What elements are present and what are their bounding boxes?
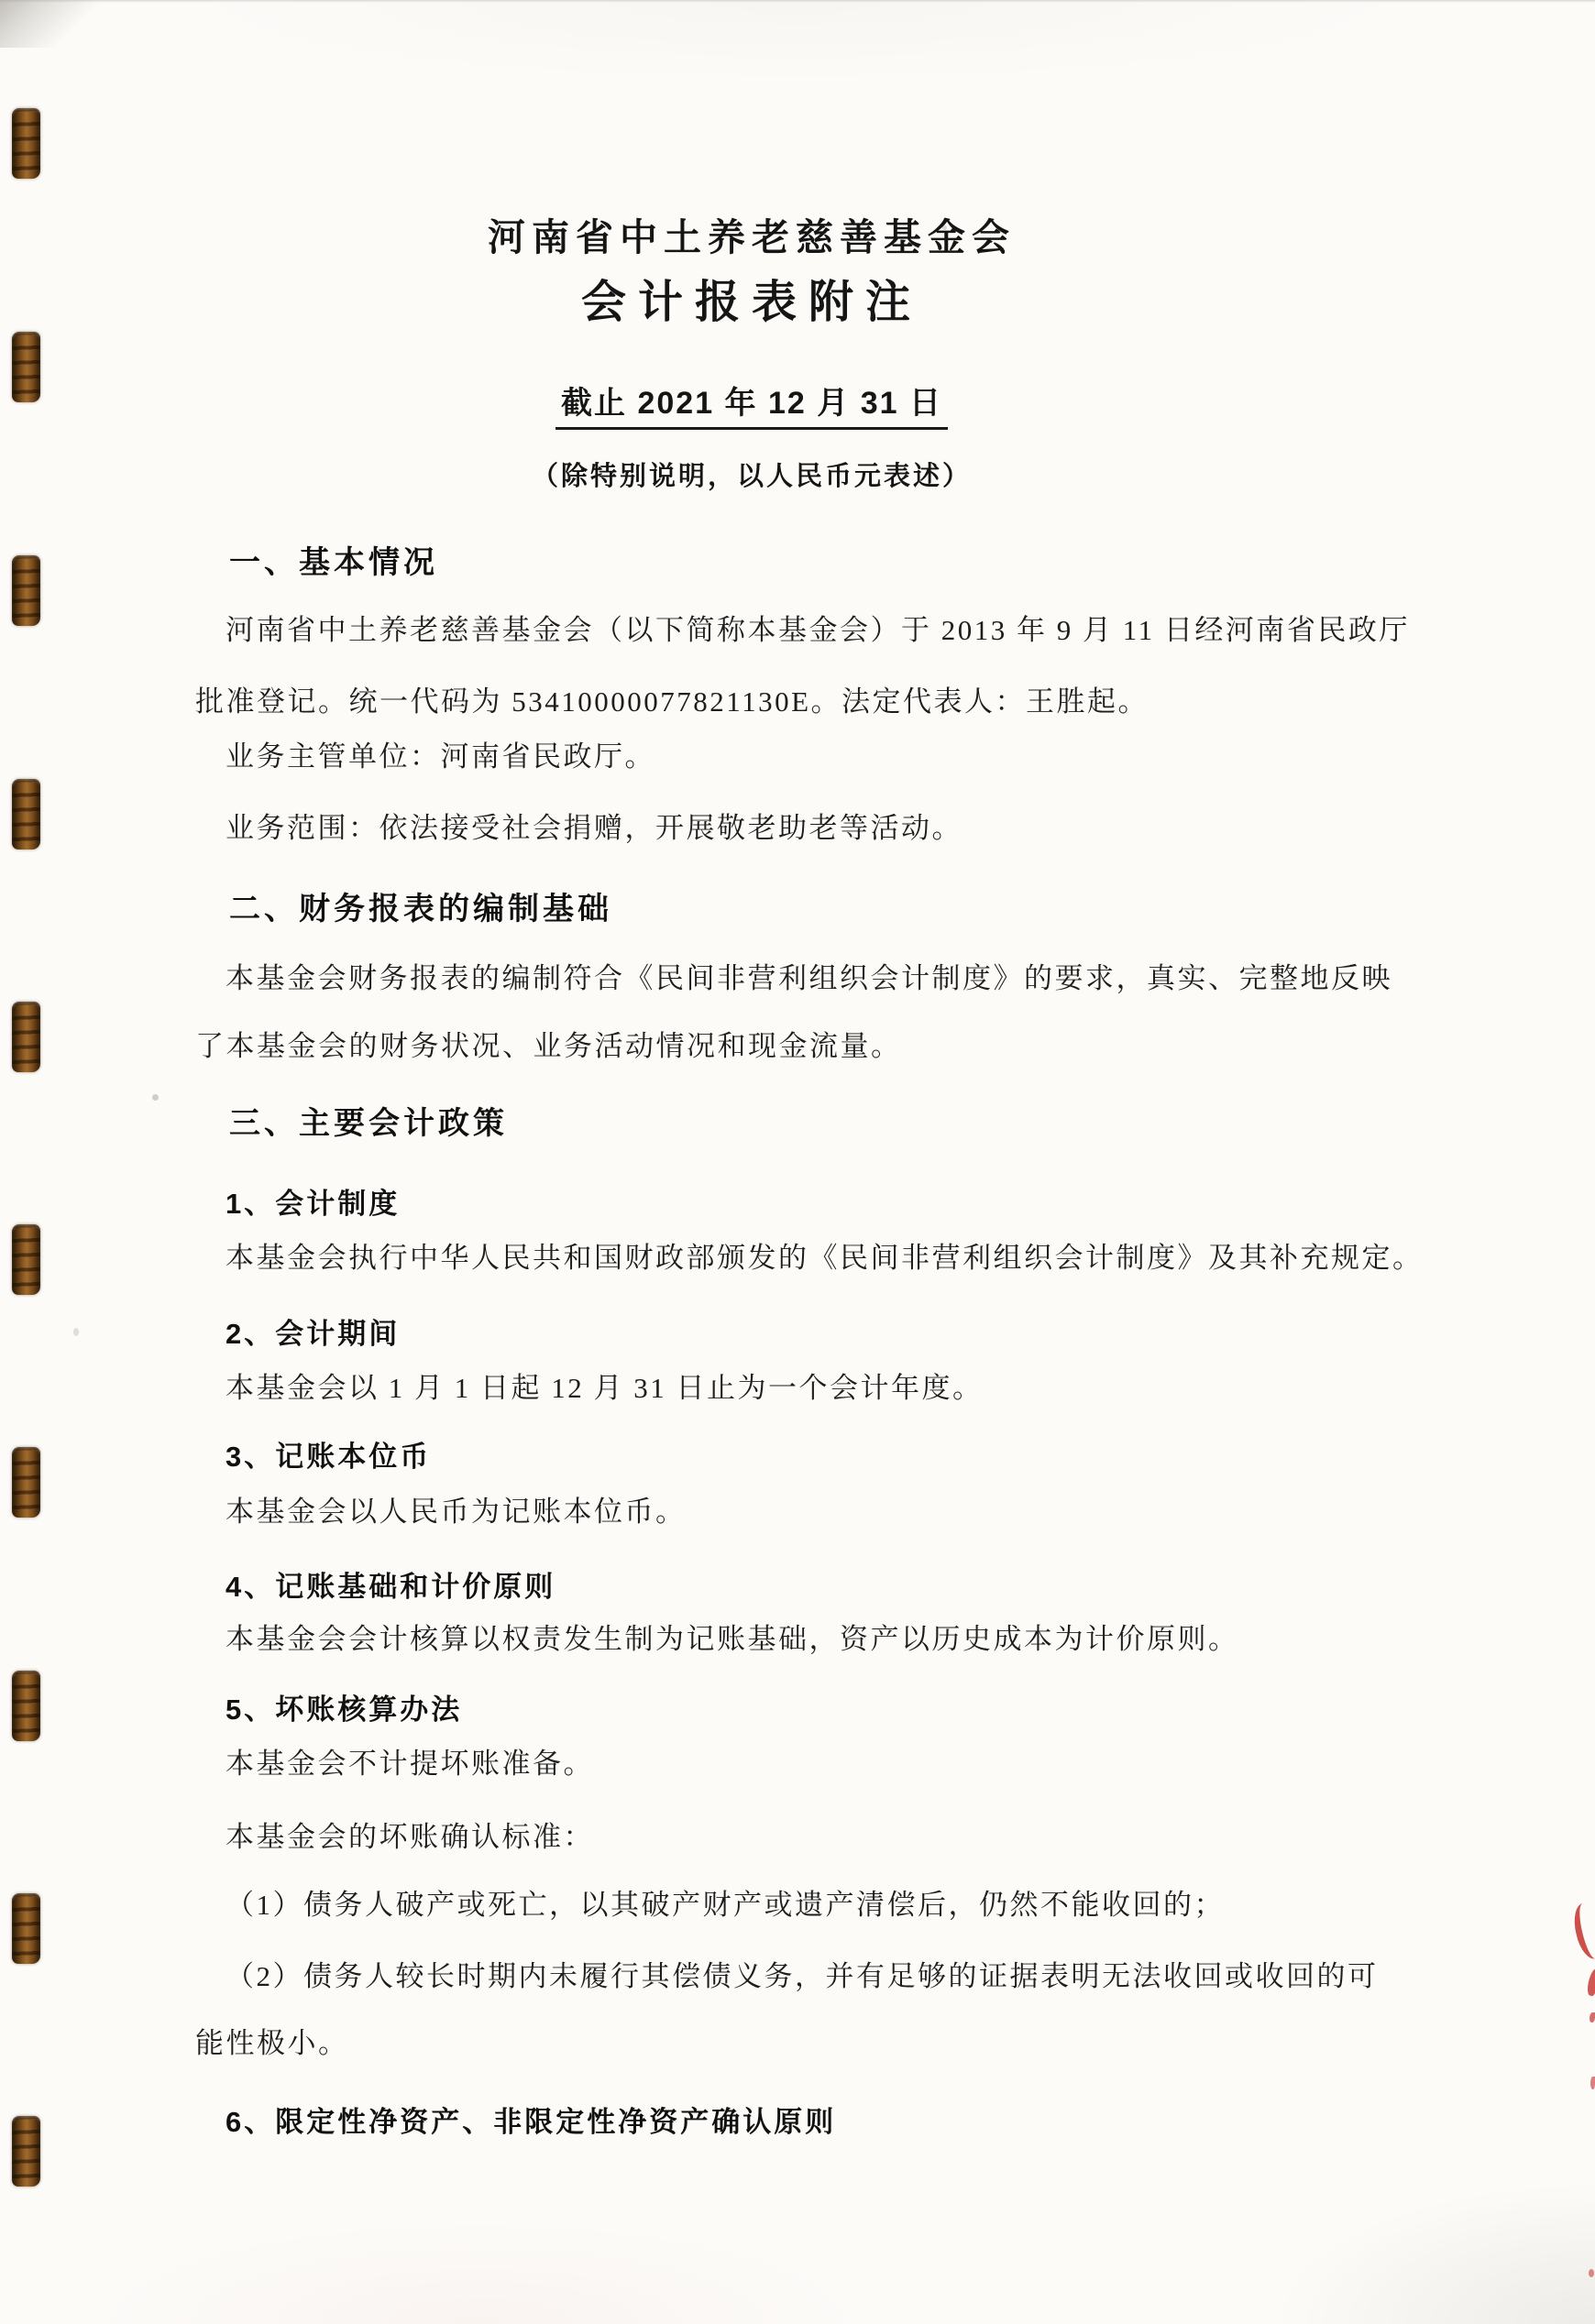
policy-item-5-criterion-2-line-1: （2）债务人较长时期内未履行其偿债义务，并有足够的证据表明无法收回或收回的可: [226, 1960, 1379, 1992]
red-stamp-edge-artifact: [1589, 2269, 1594, 2277]
policy-item-5-heading: 5、坏账核算办法: [226, 1694, 463, 1726]
scan-corner-shadow: [0, 0, 119, 48]
scan-speck: [942, 225, 947, 230]
policy-item-1-heading: 1、会计制度: [226, 1188, 401, 1220]
policy-item-2-body: 本基金会以 1 月 1 日起 12 月 31 日止为一个会计年度。: [226, 1372, 984, 1404]
policy-item-5-body-2: 本基金会的坏账确认标准：: [226, 1821, 594, 1853]
as-of-date-text: 截止 2021 年 12 月 31 日: [556, 378, 948, 430]
binding-stitch-mark: [12, 1447, 40, 1518]
document-title: 会计报表附注: [580, 278, 922, 327]
policy-item-2-heading: 2、会计期间: [226, 1318, 401, 1350]
scan-speck: [152, 1094, 159, 1101]
scan-top-edge-shadow: [0, 0, 1595, 3]
binding-stitch-mark: [12, 332, 40, 402]
policy-item-5-criterion-1: （1）债务人破产或死亡，以其破产财产或遗产清偿后，仍然不能收回的；: [226, 1889, 1225, 1921]
organization-name: 河南省中土养老慈善基金会: [488, 216, 1016, 258]
red-stamp-edge-artifact: [1569, 1900, 1595, 1961]
policy-item-1-body: 本基金会执行中华人民共和国财政部颁发的《民间非营利组织会计制度》及其补充规定。: [226, 1242, 1424, 1274]
scan-speck: [73, 1328, 79, 1336]
policy-item-4-heading: 4、记账基础和计价原则: [226, 1571, 556, 1603]
binding-stitch-mark: [12, 779, 40, 850]
binding-stitch-mark: [12, 1224, 40, 1295]
binding-stitch-mark: [12, 2116, 40, 2187]
section-3-heading: 三、主要会计政策: [229, 1106, 508, 1141]
section-1-heading: 一、基本情况: [229, 545, 438, 580]
binding-stitch-mark: [12, 108, 40, 179]
binding-stitch-mark: [12, 555, 40, 626]
red-stamp-edge-artifact: [1590, 2077, 1595, 2089]
registration-paragraph-line-1: 河南省中土养老慈善基金会（以下简称本基金会）于 2013 年 9 月 11 日经河南省民政厅: [226, 614, 1410, 646]
supervisor-unit-line: 业务主管单位：河南省民政厅。: [226, 740, 655, 773]
policy-item-4-body: 本基金会会计核算以权责发生制为记账基础，资产以历史成本为计价原则。: [226, 1623, 1239, 1655]
binding-stitch-mark: [12, 1893, 40, 1964]
policy-item-3-body: 本基金会以人民币为记账本位币。: [226, 1496, 687, 1528]
section-2-heading: 二、财务报表的编制基础: [229, 892, 612, 926]
red-stamp-edge-artifact: [1586, 1968, 1595, 1996]
policy-item-5-criterion-2-line-2: 能性极小。: [195, 2027, 349, 2059]
policy-item-5-body-1: 本基金会不计提坏账准备。: [226, 1748, 594, 1780]
business-scope-line: 业务范围：依法接受社会捐赠，开展敬老助老等活动。: [226, 812, 962, 844]
binding-stitch-mark: [12, 1671, 40, 1741]
as-of-date-line: [64, 378, 1439, 430]
policy-item-3-heading: 3、记账本位币: [226, 1441, 432, 1473]
red-stamp-edge-artifact: [1590, 2012, 1595, 2023]
currency-note: （除特别说明，以人民币元表述）: [531, 462, 972, 491]
basis-paragraph-line-2: 了本基金会的财务状况、业务活动情况和现金流量。: [195, 1030, 902, 1062]
binding-stitch-mark: [12, 1002, 40, 1072]
policy-item-6-heading: 6、限定性净资产、非限定性净资产确认原则: [226, 2106, 837, 2138]
registration-paragraph-line-2: 批准登记。统一代码为 53410000077821130E。法定代表人：王胜起。: [195, 685, 1150, 718]
basis-paragraph-line-1: 本基金会财务报表的编制符合《民间非营利组织会计制度》的要求，真实、完整地反映: [226, 962, 1392, 994]
